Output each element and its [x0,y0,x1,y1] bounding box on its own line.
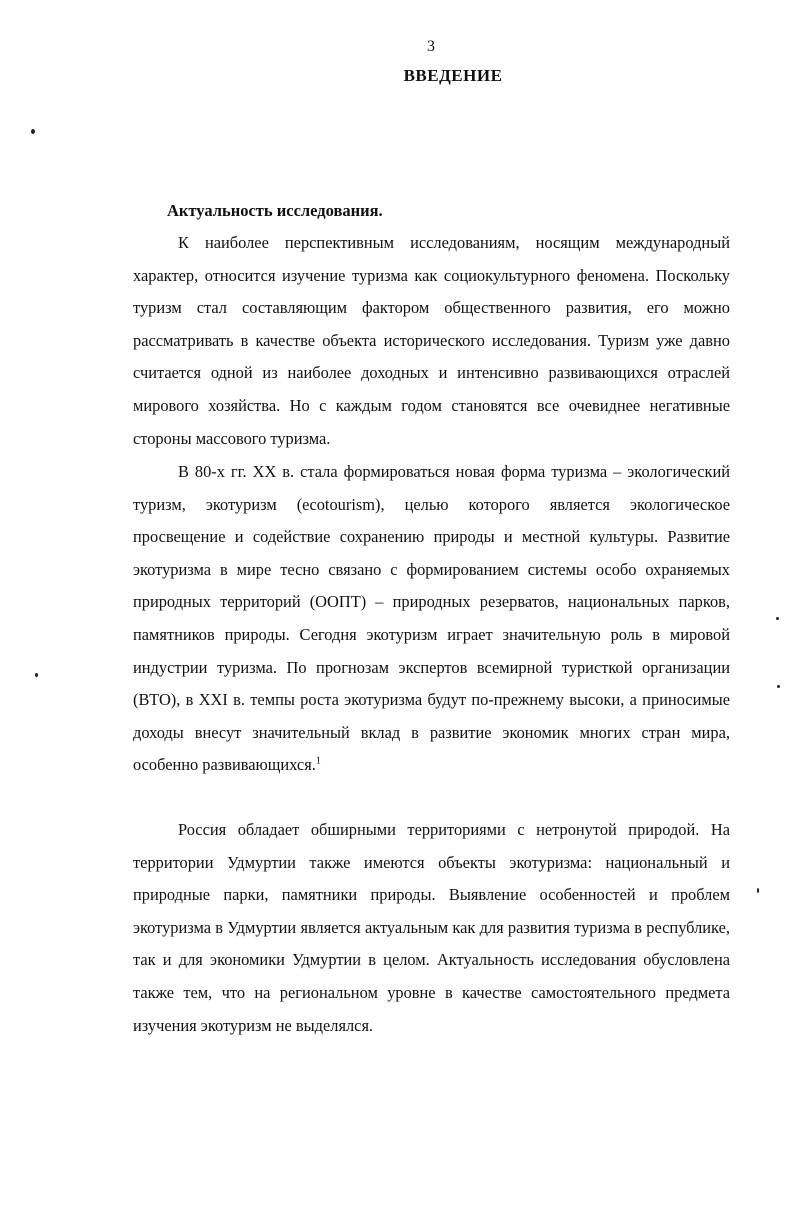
footnote-ref: 1 [315,755,321,767]
section-heading: Актуальность исследования. [167,201,383,220]
scan-speck [757,888,759,893]
scan-speck [35,673,38,677]
scan-speck [776,617,779,620]
scan-speck [777,685,780,688]
paragraph-3: Россия обладает обширными территориями с нетронутой природой. На территории Удмуртии также имеются объекты экотуризма: национальный и природные парки, памятники природы. Выявление особенностей и проблем экотуризма в Удмуртии является актуальным как для развития туризма в республике, так и для экономики Удмуртии в целом. Актуальность исследования обусловлена также тем, что на региональном уровне в качестве самостоятельного предмета изучения экотуризм не выделялся. [133,820,730,1035]
paragraph-2-text: В 80-х гг. XX в. стала формироваться новая форма туризма – экологический туризм, экотуризм (ecotourism), целью которого является экологическое просвещение и содействие сохранению природы и местной культуры. Развитие экотуризма в мире тесно связано с формированием системы особо охраняемых природных территорий (ООПТ) – природных резерватов, национальных парков, памятников природы. Сегодня экотуризм играет значительную роль в мировой индустрии туризма. По прогнозам экспертов всемирной туристкой организации (ВТО), в XXI в. темпы роста экотуризма будут по-прежнему высоки, а приносимые доходы внесут значительный вклад в развитие экономик многих стран мира, особенно развивающихся. [133,462,730,775]
scan-speck [31,129,35,134]
page-title: ВВЕДЕНИЕ [403,66,503,85]
paragraph-2 [133,456,730,782]
page-number: 3 [427,38,435,55]
paragraph-1: К наиболее перспективным исследованиям, носящим международный характер, относится изучение туризма как социокультурного феномена. Поскольку туризм стал составляющим фактором общественного развития, его можно рассматривать в качестве объекта исторического исследования. Туризм уже давно считается одной из наиболее доходных и интенсивно развивающихся отраслей мирового хозяйства. Но с каждым годом становятся все очевиднее негативные стороны массового туризма. [133,233,730,448]
